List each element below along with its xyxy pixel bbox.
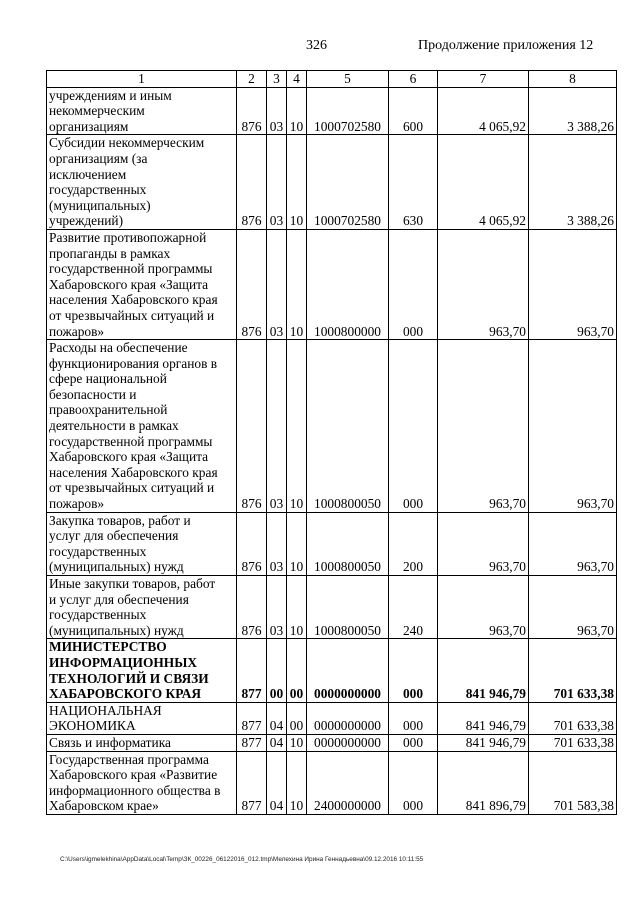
- column-number: 4: [287, 71, 307, 88]
- table-row: [47, 751, 617, 814]
- subsection-cell: 00: [287, 702, 307, 734]
- admin-code-cell: 876: [237, 87, 267, 135]
- amount-cell: 963,70: [529, 512, 617, 575]
- row-name-cell: Развитие противопожарной пропаганды в рамках государственной программы Хабаровского края «Защита населения Хабаровского края от чрезвычайных ситуаций и пожаров»: [47, 229, 237, 339]
- amount-cell: 701 633,38: [529, 702, 617, 734]
- section-cell: 03: [267, 87, 287, 135]
- amount-cell: 3 388,26: [529, 87, 617, 135]
- amount-cell: 963,70: [529, 229, 617, 339]
- column-number-row: [47, 71, 617, 88]
- target-article-cell: 1000800050: [307, 512, 389, 575]
- target-article-cell: 1000800050: [307, 576, 389, 639]
- admin-code-cell: 877: [237, 751, 267, 814]
- column-number: 2: [237, 71, 267, 88]
- target-article-cell: 0000000000: [307, 734, 389, 751]
- target-article-cell: 0000000000: [307, 639, 389, 702]
- admin-code-cell: 876: [237, 229, 267, 339]
- table-row: [47, 512, 617, 575]
- amount-cell: 701 583,38: [529, 751, 617, 814]
- expense-type-cell: 000: [389, 734, 438, 751]
- table-row: [47, 639, 617, 702]
- amount-cell: 3 388,26: [529, 135, 617, 230]
- target-article-cell: 1000800000: [307, 229, 389, 339]
- continuation-label: Продолжение приложения 12: [418, 38, 594, 53]
- subsection-cell: 00: [287, 639, 307, 702]
- row-name-cell: учреждениям и иным некоммерческим организациям: [47, 87, 237, 135]
- amount-cell: 963,70: [438, 340, 529, 513]
- expense-type-cell: 000: [389, 702, 438, 734]
- subsection-cell: 10: [287, 576, 307, 639]
- subsection-cell: 10: [287, 340, 307, 513]
- amount-cell: 841 946,79: [438, 734, 529, 751]
- section-cell: 03: [267, 512, 287, 575]
- expense-type-cell: 630: [389, 135, 438, 230]
- row-name-cell: Связь и информатика: [47, 734, 237, 751]
- budget-table-body: [47, 71, 617, 815]
- section-cell: 04: [267, 734, 287, 751]
- column-number: 5: [307, 71, 389, 88]
- subsection-cell: 10: [287, 135, 307, 230]
- subsection-cell: 10: [287, 229, 307, 339]
- column-number: 3: [267, 71, 287, 88]
- page-number: 326: [306, 38, 327, 53]
- table-row: [47, 229, 617, 339]
- section-cell: 04: [267, 751, 287, 814]
- amount-cell: 701 633,38: [529, 734, 617, 751]
- column-number: 6: [389, 71, 438, 88]
- admin-code-cell: 876: [237, 576, 267, 639]
- row-name-cell: Государственная программа Хабаровского края «Развитие информационного общества в Хабаровском крае»: [47, 751, 237, 814]
- column-number: 1: [47, 71, 237, 88]
- row-name-cell: Субсидии некоммерческим организациям (за исключением государственных (муниципальных) учреждений): [47, 135, 237, 230]
- row-name-cell: МИНИСТЕРСТВО ИНФОРМАЦИОННЫХ ТЕХНОЛОГИЙ И СВЯЗИ ХАБАРОВСКОГО КРАЯ: [47, 639, 237, 702]
- subsection-cell: 10: [287, 512, 307, 575]
- section-cell: 03: [267, 135, 287, 230]
- amount-cell: 963,70: [438, 229, 529, 339]
- section-cell: 03: [267, 576, 287, 639]
- row-name-cell: Иные закупки товаров, работ и услуг для обеспечения государственных (муниципальных) нужд: [47, 576, 237, 639]
- admin-code-cell: 877: [237, 639, 267, 702]
- expense-type-cell: 000: [389, 751, 438, 814]
- admin-code-cell: 877: [237, 734, 267, 751]
- amount-cell: 963,70: [529, 576, 617, 639]
- table-row: [47, 576, 617, 639]
- admin-code-cell: 877: [237, 702, 267, 734]
- row-name-cell: НАЦИОНАЛЬНАЯ ЭКОНОМИКА: [47, 702, 237, 734]
- section-cell: 03: [267, 340, 287, 513]
- amount-cell: 963,70: [529, 340, 617, 513]
- admin-code-cell: 876: [237, 512, 267, 575]
- subsection-cell: 10: [287, 87, 307, 135]
- amount-cell: 701 633,38: [529, 639, 617, 702]
- table-row: [47, 87, 617, 135]
- amount-cell: 4 065,92: [438, 87, 529, 135]
- table-row: [47, 734, 617, 751]
- target-article-cell: 1000800050: [307, 340, 389, 513]
- expense-type-cell: 000: [389, 229, 438, 339]
- table-row: [47, 340, 617, 513]
- amount-cell: 841 896,79: [438, 751, 529, 814]
- expense-type-cell: 000: [389, 340, 438, 513]
- amount-cell: 963,70: [438, 512, 529, 575]
- row-name-cell: Закупка товаров, работ и услуг для обеспечения государственных (муниципальных) нужд: [47, 512, 237, 575]
- amount-cell: 841 946,79: [438, 639, 529, 702]
- column-number: 7: [438, 71, 529, 88]
- expense-type-cell: 000: [389, 639, 438, 702]
- section-cell: 04: [267, 702, 287, 734]
- admin-code-cell: 876: [237, 340, 267, 513]
- table-row: [47, 702, 617, 734]
- section-cell: 00: [267, 639, 287, 702]
- section-cell: 03: [267, 229, 287, 339]
- admin-code-cell: 876: [237, 135, 267, 230]
- target-article-cell: 1000702580: [307, 135, 389, 230]
- amount-cell: 4 065,92: [438, 135, 529, 230]
- footer-path: C:\Users\igmelekhina\AppData\Local\Temp\ЗК_00226_06122016_012.tmp\Мелехина Ирина Геннадьевна\09.12.2016 10:11:55: [60, 856, 424, 863]
- column-number: 8: [529, 71, 617, 88]
- subsection-cell: 10: [287, 751, 307, 814]
- target-article-cell: 0000000000: [307, 702, 389, 734]
- target-article-cell: 1000702580: [307, 87, 389, 135]
- subsection-cell: 10: [287, 734, 307, 751]
- expense-type-cell: 200: [389, 512, 438, 575]
- row-name-cell: Расходы на обеспечение функционирования органов в сфере национальной безопасности и правоохранительной деятельности в рамках государственной программы Хабаровского края «Защита населения Хабаровского края от чрезвычайных ситуаций и пожаров»: [47, 340, 237, 513]
- amount-cell: 841 946,79: [438, 702, 529, 734]
- budget-table: [46, 70, 617, 815]
- amount-cell: 963,70: [438, 576, 529, 639]
- expense-type-cell: 240: [389, 576, 438, 639]
- table-row: [47, 135, 617, 230]
- target-article-cell: 2400000000: [307, 751, 389, 814]
- expense-type-cell: 600: [389, 87, 438, 135]
